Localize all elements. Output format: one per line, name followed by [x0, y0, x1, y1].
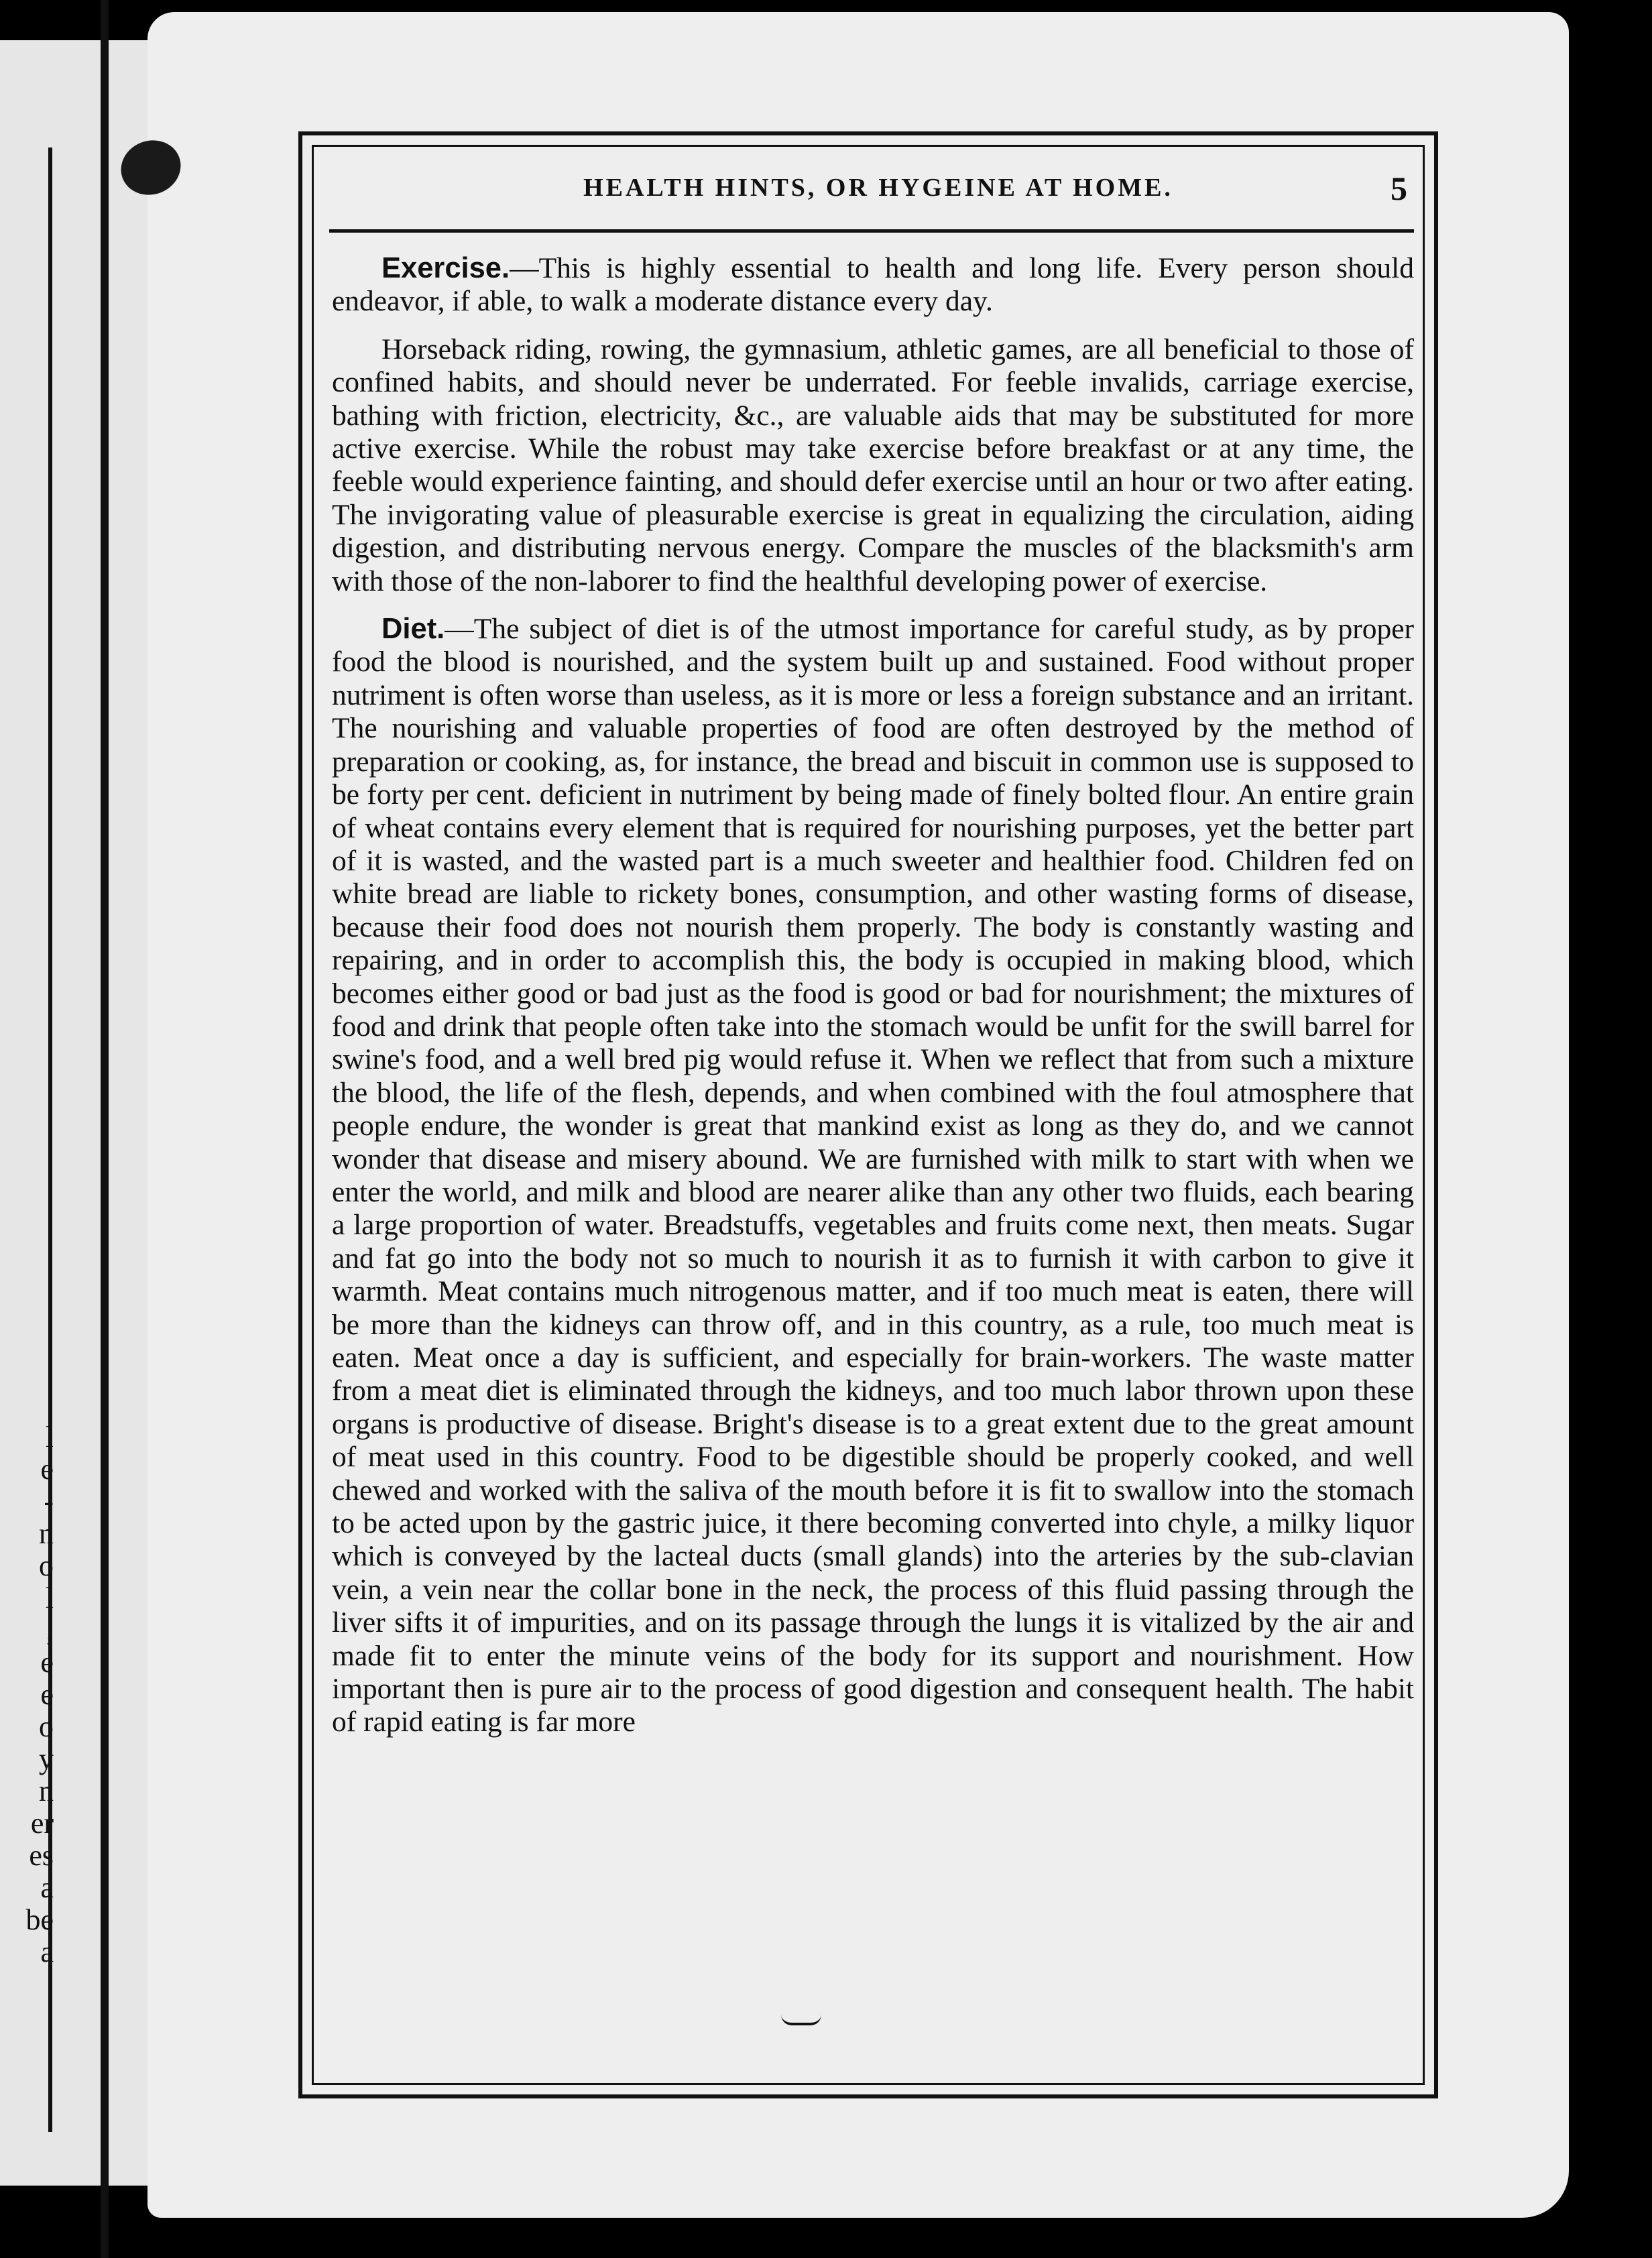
facing-page-char: e — [40, 1646, 54, 1679]
body-text — [332, 252, 1414, 1754]
facing-page-char: e — [40, 1453, 54, 1486]
paragraph-exercise — [332, 252, 1414, 318]
printer-ornament — [781, 2015, 821, 2025]
book-spine — [101, 0, 109, 2258]
paragraph-text: —The subject of diet is of the utmost importance for careful study, as by proper food the blood is nourished, and the system built up and sustained. Food without proper nutriment is often worse than useless, as it is more or less a foreign substance and an irritant. The nourishing and valuable properties of food are often destroyed by the method of preparation or cooking, as, for instance, the bread and biscuit in common use is supposed to be forty per cent. deficient in nutriment by being made of finely bolted flour. An entire grain of wheat contains every element that is required for nourishing purposes, yet the better part of it is wasted, and the wasted part is a much sweeter and healthier food. Children fed on white bread are liable to rickety bones, consumption, and other wasting forms of disease, because their food does not nourish them properly. The body is constantly wasting and repairing, and in order to accomplish this, the body is occupied in making blood, which becomes either good or bad just as the food is good or bad for nourishment; the mixtures of food and drink that people often take into the stomach would be unfit for the swill barrel for swine's food, and a well bred pig would refuse it. When we reflect that from such a mixture the blood, the life of the flesh, depends, and when combined with the foul atmosphere that people endure, the wonder is great that mankind exist as long as they do, and we cannot wonder that disease and misery abound. We are furnished with milk to start with when we enter the world, and milk and blood are nearer alike than any other two fluids, each bearing a large proportion of water. Breadstuffs, vegetables and fruits come next, then meats. Sugar and fat go into the body not so much to nourish it as to furnish it with carbon to give it warmth. Meat contains much nitrogenous matter, and if too much meat is eaten, there will be more than the kidneys can throw off, and in this country, as a rule, too much meat is eaten. Meat once a day is sufficient, and especially for brain-workers. The waste matter from a meat diet is eliminated through the kidneys, and too much labor thrown upon these organs is productive of disease. Bright's disease is to a great extent due to the great amount of meat used in this country. Food to be digestible should be properly cooked, and well chewed and worked with the saliva of the mouth before it is fit to swallow into the stomach to be acted upon by the gastric juice, it there becoming converted into chyle, a milky liquor which is conveyed by the lacteal ducts (small glands) into the arteries by the sub-clavian vein, a vein near the collar bone in the neck, the process of this fluid passing through the liver sifts it of impurities, and on its passage through the lungs it is vitalized by the air and made fit to enter the minute veins of the body for its support and nourishment. How important then is pure air to the process of good digestion and consequent health. The habit of rapid eating is far more — [332, 613, 1414, 1738]
facing-page-text-fragments — [7, 1421, 54, 1968]
running-title: HEALTH HINTS, OR HYGEINE AT HOME. — [583, 174, 1173, 202]
facing-page-char: l — [45, 1582, 54, 1614]
facing-page-char: n — [39, 1775, 54, 1807]
facing-page-char: a — [40, 1871, 54, 1904]
facing-page-char: e — [40, 1678, 54, 1711]
facing-page-char: - — [44, 1485, 54, 1518]
page-number: 5 — [1391, 170, 1407, 207]
facing-page-char: y — [39, 1742, 54, 1775]
facing-page-char: es — [29, 1839, 54, 1872]
facing-page-char: , — [46, 1614, 54, 1647]
facing-page-char: o — [39, 1549, 54, 1582]
facing-page-char: o — [39, 1710, 54, 1743]
facing-page-char: a — [40, 1936, 54, 1968]
facing-page-char: be — [25, 1903, 54, 1936]
facing-page-char: n — [39, 1517, 54, 1550]
section-heading-exercise: Exercise. — [381, 252, 510, 284]
facing-page — [0, 40, 171, 2186]
facing-page-char: l — [45, 1421, 54, 1453]
page-header — [343, 170, 1414, 220]
paragraph-text: —This is highly essential to health and long life. Every person should endeavor, if able, to walk a moderate distance every day. — [332, 252, 1414, 318]
paragraph-exercise-continued — [332, 333, 1414, 598]
facing-page-char: er — [30, 1807, 54, 1840]
paragraph-text: Horseback riding, rowing, the gymnasium, athletic games, are all beneficial to those of confined habits, and should never be underrated. For feeble invalids, carriage exercise, bathing with friction, electricity, &c., are valuable aids that may be substituted for more active exercise. While the robust may take exercise before breakfast or at any time, the feeble would experience fainting, and should defer exercise until an hour or two after eating. The invigorating value of pleasurable exercise is great in equalizing the circulation, aiding digestion, and distributing nervous energy. Compare the muscles of the blacksmith's arm with those of the non-laborer to find the healthful developing power of exercise. — [332, 333, 1414, 597]
section-heading-diet: Diet. — [381, 613, 445, 646]
paragraph-diet — [332, 613, 1414, 1739]
page-border-frame — [298, 131, 1438, 2098]
header-divider — [329, 229, 1414, 233]
